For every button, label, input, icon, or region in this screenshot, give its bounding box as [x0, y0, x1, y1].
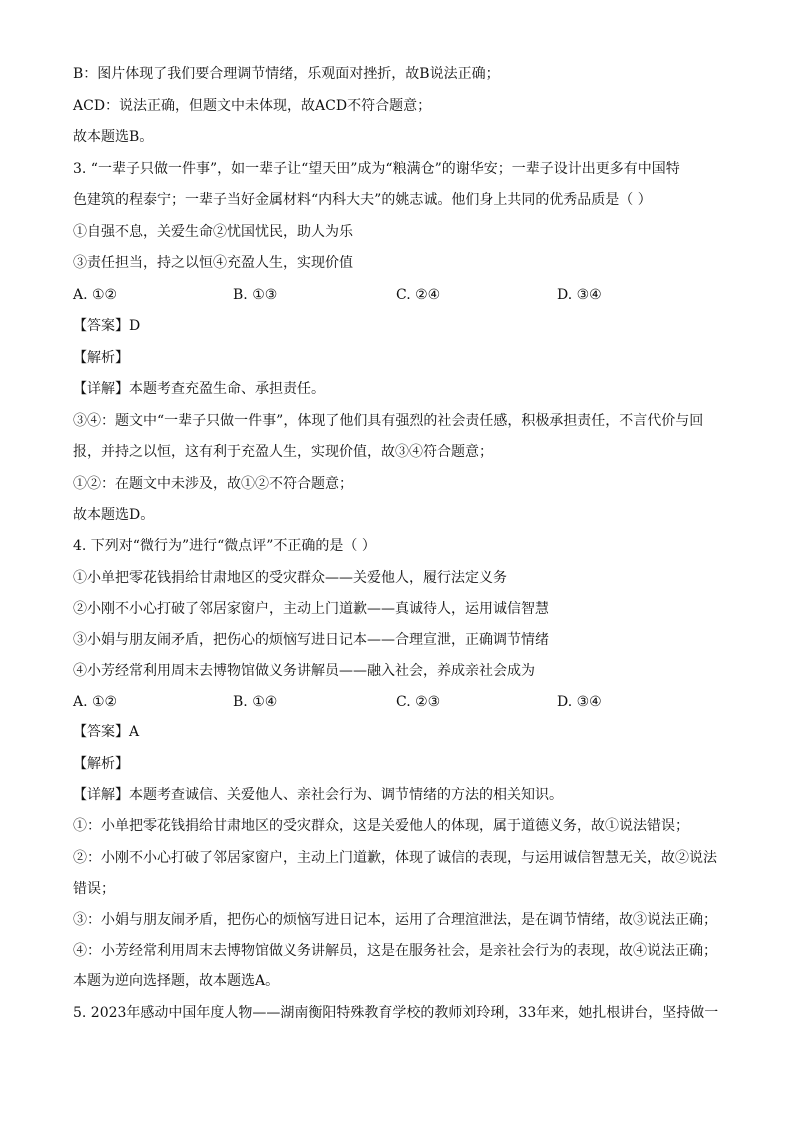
q4-option-a: A. ①②: [73, 694, 118, 710]
question-3-statement: ①自强不息，关爱生命②忧国忧民，助人为乐: [73, 224, 353, 240]
question-5-stem: 5. 2023年感动中国年度人物——湖南衡阳特殊教育学校的教师刘玲琍，33年来，她扎根讲台，坚持做一: [73, 1005, 719, 1021]
q3-option-a: A. ①②: [73, 287, 118, 303]
q4-option-d: D. ③④: [557, 694, 602, 710]
text-line: ACD：说法正确，但题文中未体现，故ACD不符合题意；: [73, 98, 432, 114]
question-4-stem: 4. 下列对“微行为”进行“微点评”不正确的是（ ）: [73, 538, 376, 554]
question-4-statement: ③小娟与朋友闹矛盾，把伤心的烦恼写进日记本——合理宣泄，正确调节情绪: [73, 632, 549, 648]
question-3-stem: 色建筑的程泰宁；一辈子当好金属材料“内科大夫”的姚志诚。他们身上共同的优秀品质是（ ）: [73, 192, 652, 208]
detail-line: ①②：在题文中未涉及，故①②不符合题意；: [73, 476, 353, 492]
detail-line: 故本题选D。: [73, 507, 155, 523]
detail-line: 本题为逆向选择题，故本题选A。: [73, 973, 280, 989]
detail-line: ④：小芳经常利用周末去博物馆做义务讲解员，这是在服务社会，是亲社会行为的表现，故④说法正确；: [73, 943, 717, 959]
question-3-statement: ③责任担当，持之以恒④充盈人生，实现价值: [73, 255, 353, 271]
analysis-label: 【解析】: [73, 756, 129, 772]
text-line: 故本题选B。: [73, 129, 154, 145]
analysis-label: 【解析】: [73, 350, 129, 366]
detail-line: ③④：题文中“一辈子只做一件事”，体现了他们具有强烈的社会责任感，积极承担责任，不言代价与回: [73, 413, 704, 429]
question-4-statement: ①小单把零花钱捐给甘肃地区的受灾群众——关爱他人，履行法定义务: [73, 570, 507, 586]
question-4-statement: ②小刚不小心打破了邻居家窗户，主动上门道歉——真诚待人，运用诚信智慧: [73, 601, 549, 617]
answer-label: 【答案】D: [73, 318, 141, 334]
text-line: B：图片体现了我们要合理调节情绪，乐观面对挫折，故B说法正确；: [73, 66, 500, 82]
detail-line: 【详解】本题考查充盈生命、承担责任。: [73, 381, 325, 397]
q3-option-c: C. ②④: [396, 287, 441, 303]
question-4-statement: ④小芳经常利用周末去博物馆做义务讲解员——融入社会，养成亲社会成为: [73, 663, 535, 679]
detail-line: ①：小单把零花钱捐给甘肃地区的受灾群众，这是关爱他人的体现，属于道德义务，故①说法错误；: [73, 818, 689, 834]
answer-label: 【答案】A: [73, 724, 140, 740]
detail-line: 【详解】本题考查诚信、关爱他人、亲社会行为、调节情绪的方法的相关知识。: [73, 787, 563, 803]
detail-line: 报，并持之以恒，这有利于充盈人生，实现价值，故③④符合题意；: [73, 444, 493, 460]
q3-option-b: B. ①③: [233, 287, 278, 303]
detail-line: ②：小刚不小心打破了邻居家窗户，主动上门道歉，体现了诚信的表现，与运用诚信智慧无关，故②说法: [73, 850, 717, 866]
q3-option-d: D. ③④: [557, 287, 602, 303]
q4-option-b: B. ①④: [233, 694, 278, 710]
detail-line: ③：小娟与朋友闹矛盾，把伤心的烦恼写进日记本，运用了合理渲泄法，是在调节情绪，故③说法正确；: [73, 912, 717, 928]
q4-option-c: C. ②③: [396, 694, 441, 710]
detail-line: 错误；: [73, 881, 115, 897]
question-3-stem: 3. “一辈子只做一件事”，如一辈子让“望天田”成为“粮满仓”的谢华安；一辈子设计出更多有中国特: [73, 161, 680, 177]
